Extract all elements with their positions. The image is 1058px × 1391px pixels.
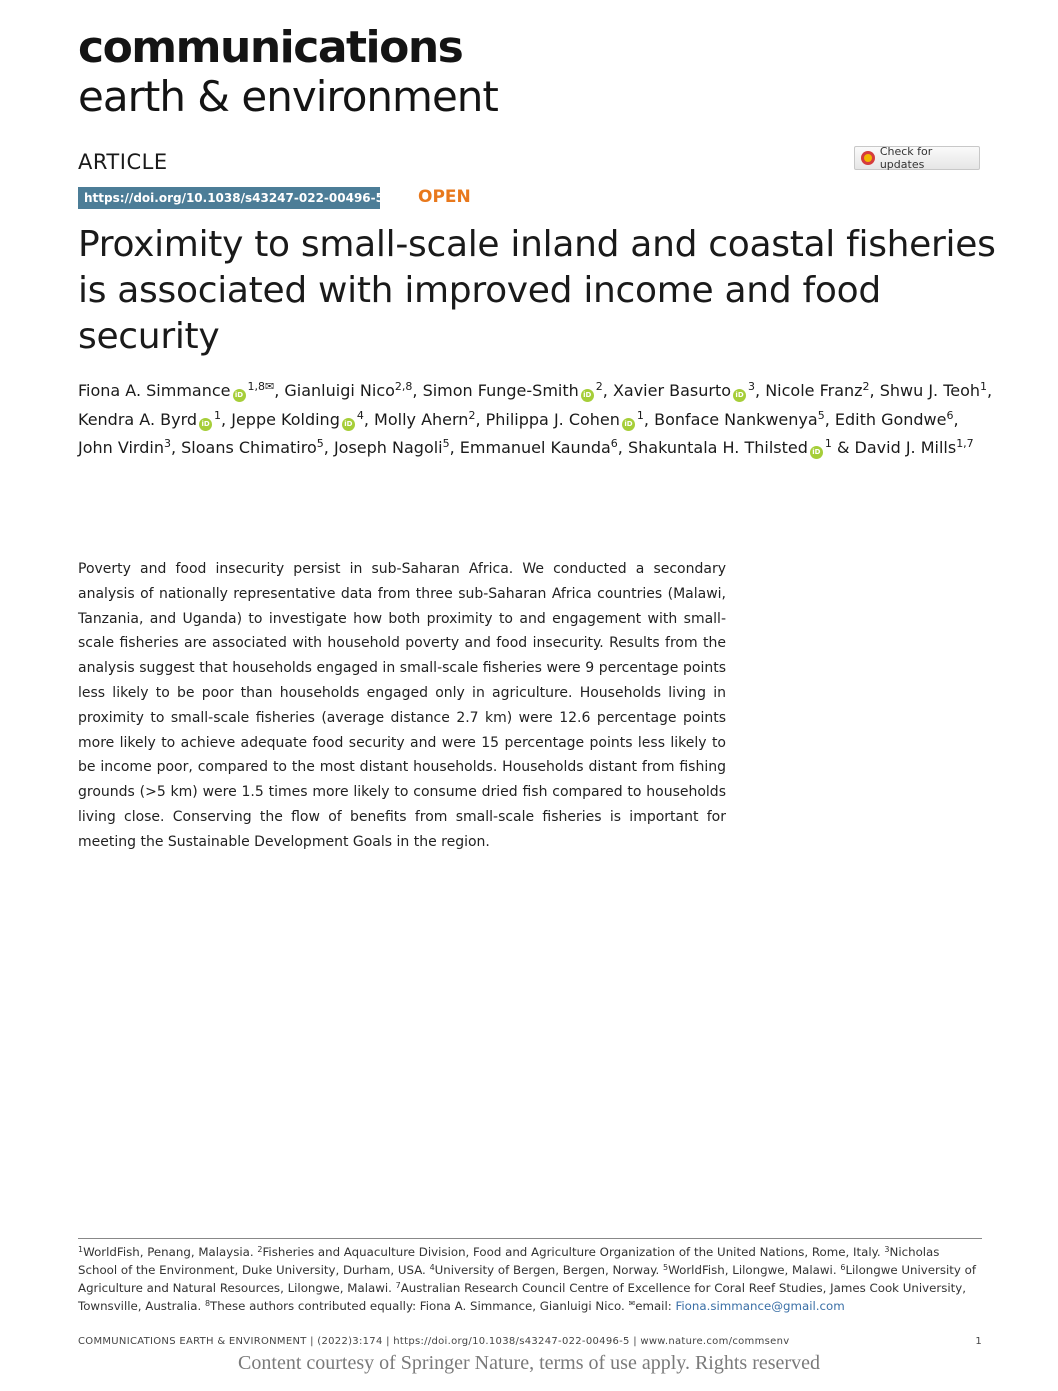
author-affiliation-sup: 1,7	[956, 437, 974, 451]
author-affiliation-sup: 3	[163, 437, 171, 451]
email-link[interactable]: Fiona.simmance@gmail.com	[675, 1299, 845, 1313]
orcid-icon[interactable]: iD	[233, 389, 246, 402]
doi-link[interactable]: https://doi.org/10.1038/s43247-022-00496-5	[78, 187, 380, 209]
affiliation-text: Nicholas School of the Environment, Duke University, Durham, USA.	[78, 1245, 940, 1277]
article-title: Proximity to small-scale inland and coastal fisheries is associated with improved income and food security	[78, 224, 996, 357]
author-name: Simon Funge-Smith	[422, 381, 579, 400]
author	[855, 438, 974, 457]
author-name: Xavier Basurto	[612, 381, 732, 400]
author-affiliation-sup: 5	[442, 437, 450, 451]
orcid-icon[interactable]: iD	[622, 418, 635, 431]
affiliation-number: 5	[663, 1263, 669, 1272]
abstract: Poverty and food insecurity persist in sub-Saharan Africa. We conducted a secondary analysis of nationally representative data from three sub-Saharan Africa countries (Malawi, Tanzania, and Uganda) to investigate how both proximity to and engagement with small-scale fisheries are associated with household poverty and food insecurity. Results from the analysis suggest that households engaged in small-scale fisheries were 9 percentage points less likely to be poor than households engaged only in agriculture. Households living in proximity to small-scale fisheries (average distance 2.7 km) were 12.6 percentage points more likely to achieve adequate food security and were 15 percentage points less likely to be income poor, compared to the most distant households. Households distant from fishing grounds (>5 km) were 1.5 times more likely to consume dried fish compared to households living close. Conserving the flow of benefits from small-scale fisheries is important for meeting the Sustainable Development Goals in the region.	[78, 561, 726, 850]
affiliation-text: WorldFish, Lilongwe, Malawi.	[668, 1263, 841, 1277]
author-affiliation-sup: 2	[595, 380, 603, 393]
author-name: Jeppe Kolding	[231, 409, 340, 429]
author	[628, 438, 832, 457]
author	[835, 410, 954, 429]
orcid-icon[interactable]: iD	[199, 418, 212, 431]
author-name: John Virdin	[78, 438, 164, 458]
author-name: Philippa J. Cohen	[485, 409, 620, 429]
author-affiliation-sup: 3	[748, 380, 756, 393]
author-affiliation-sup: 1	[980, 380, 988, 393]
author	[284, 381, 412, 400]
author	[231, 410, 364, 429]
author-name: Sloans Chimatiro	[181, 438, 317, 458]
author-list: Fiona A. Simmance $iD^{1,8✉}$, Gianluigi Nico$^{2,8}$, Simon Funge-Smith $iD^2$, Xavier Basurto $iD^3$, Nicole Franz$^2$, Shwu J. Teoh$^1$, Kendra A. Byrd $iD^1$, Jeppe Kolding $iD^4$, Molly Ahern$^2$, Philippa J. Cohen $iD^1$, Bonface Nankwenya$^5$, Edith Gondwe$^6$, John Virdin$^3$, Sloans Chimatiro$^5$, Joseph Nagoli$^5$, Emmanuel Kaunda$^6$, Shakuntala H. Thilsted $iD^1$ & David J. Mills$^{1,7}$	[78, 380, 993, 458]
orcid-icon[interactable]: iD	[810, 446, 823, 459]
author-name: Gianluigi Nico	[284, 381, 395, 400]
affiliation-number: 7	[395, 1281, 401, 1290]
author-affiliation-sup: 1	[214, 408, 222, 422]
author-name: Shwu J. Teoh	[879, 381, 981, 400]
affiliations-divider	[78, 1238, 982, 1239]
check-for-updates-button[interactable]	[854, 146, 980, 170]
author-affiliation-sup: 1	[636, 408, 644, 422]
author-affiliation-sup: 1,8✉	[247, 380, 275, 393]
author-affiliation-sup: 1	[824, 437, 832, 451]
author-name: Emmanuel Kaunda	[459, 438, 611, 458]
affiliation-number: 3	[884, 1245, 890, 1254]
footer-citation: COMMUNICATIONS EARTH & ENVIRONMENT | (2022)3:174 | https://doi.org/10.1038/s43247-022-00496-5 | www.nature.com/commsenv	[78, 1336, 790, 1347]
author	[423, 381, 603, 400]
author	[460, 438, 618, 457]
author-name: Kendra A. Byrd	[78, 409, 198, 429]
envelope-icon: ✉	[628, 1299, 636, 1308]
updates-icon	[861, 151, 875, 165]
email-label: email:	[635, 1299, 676, 1313]
author-affiliation-sup: 4	[356, 408, 364, 422]
author-affiliation-sup: 5	[817, 408, 825, 422]
author-name: Shakuntala H. Thilsted	[627, 438, 808, 458]
author	[78, 438, 171, 457]
journal-name-line2: earth & environment	[78, 72, 498, 121]
affiliation-text: University of Bergen, Bergen, Norway.	[434, 1263, 664, 1277]
author-name: Molly Ahern	[374, 409, 469, 429]
affiliation-number: 2	[257, 1245, 263, 1254]
author-name: David J. Mills	[854, 438, 957, 458]
author	[334, 438, 450, 457]
author-affiliation-sup: 6	[610, 437, 618, 451]
author	[613, 381, 755, 400]
author-affiliation-sup: 2	[468, 408, 476, 422]
affiliation-text: Australian Research Council Centre of Excellence for Coral Reef Studies, James Cook University, Townsville, Australia.	[78, 1281, 967, 1313]
journal-name-line1: communications	[78, 22, 463, 73]
open-access-label: OPEN	[418, 187, 471, 207]
affiliation-text: Fisheries and Aquaculture Division, Food and Agriculture Organization of the United Nations, Rome, Italy.	[262, 1245, 885, 1259]
page-footer	[78, 1336, 982, 1347]
author	[654, 410, 825, 429]
article-type-label: ARTICLE	[78, 150, 168, 174]
author-name: Joseph Nagoli	[333, 438, 443, 458]
author-affiliation-sup: 2,8	[394, 380, 413, 393]
author-affiliation-sup: 5	[316, 437, 324, 451]
author-affiliation-sup: 2	[862, 380, 870, 393]
affiliation-text: Lilongwe University of Agriculture and Natural Resources, Lilongwe, Malawi.	[78, 1263, 977, 1295]
page-number: 1	[975, 1336, 982, 1347]
courtesy-watermark: Content courtesy of Springer Nature, terms of use apply. Rights reserved	[238, 1352, 820, 1374]
affiliation-number: 8	[204, 1299, 211, 1308]
author-name: Edith Gondwe	[834, 409, 947, 429]
affiliations	[78, 1243, 982, 1315]
author-affiliation-sup: 6	[946, 408, 954, 422]
affiliation-text: These authors contributed equally: Fiona A. Simmance, Gianluigi Nico.	[210, 1299, 629, 1313]
author	[486, 410, 644, 429]
affiliation-number: 6	[840, 1263, 846, 1272]
author-name: Nicole Franz	[765, 381, 863, 400]
author	[374, 410, 475, 429]
affiliation-number: 1	[78, 1245, 84, 1254]
author-name: Fiona A. Simmance	[78, 381, 231, 400]
check-for-updates-label: Check for updates	[879, 145, 933, 171]
orcid-icon[interactable]: iD	[581, 389, 594, 402]
author	[181, 438, 324, 457]
orcid-icon[interactable]: iD	[733, 389, 746, 402]
author	[78, 381, 274, 400]
orcid-icon[interactable]: iD	[342, 418, 355, 431]
author	[765, 381, 869, 400]
affiliation-number: 4	[429, 1263, 435, 1272]
affiliation-text: WorldFish, Penang, Malaysia.	[83, 1245, 258, 1259]
author-name: Bonface Nankwenya	[654, 409, 818, 429]
author	[880, 381, 987, 400]
author	[78, 410, 221, 429]
